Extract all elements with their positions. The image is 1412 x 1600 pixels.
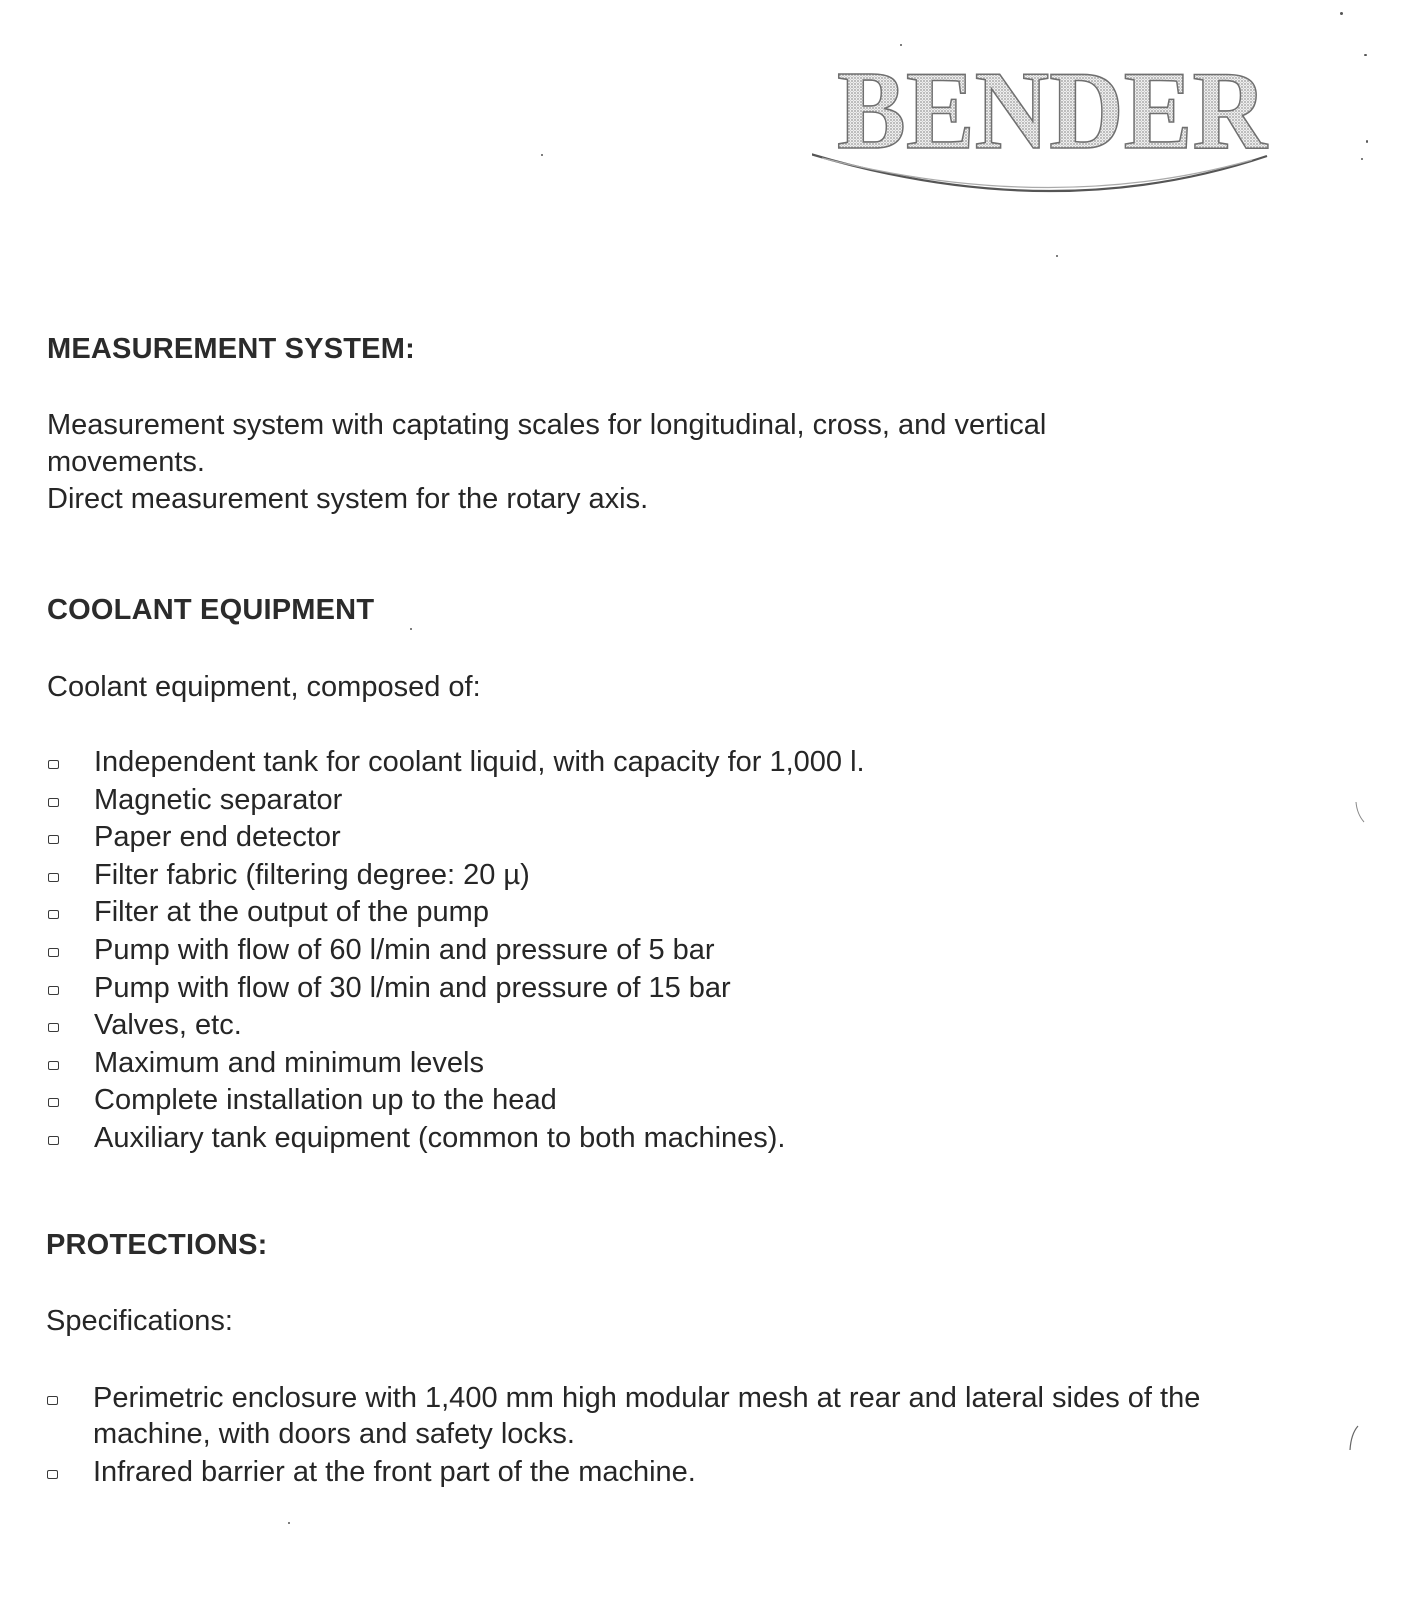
measurement-system-heading: MEASUREMENT SYSTEM: — [47, 333, 415, 365]
coolant-intro — [47, 669, 481, 706]
protections-heading: PROTECTIONS: — [46, 1229, 268, 1261]
list-item: Filter fabric (filtering degree: 20 µ) — [47, 857, 865, 895]
list-item: Pump with flow of 30 l/min and pressure of 15 bar — [47, 970, 865, 1008]
scan-speck — [410, 628, 412, 630]
list-item: Maximum and minimum levels — [47, 1045, 865, 1083]
scan-speck — [288, 1522, 290, 1524]
coolant-intro-text: Coolant equipment, composed of: — [47, 671, 481, 703]
checkbox-bullet-icon — [47, 1470, 58, 1479]
checkbox-bullet-icon — [48, 1061, 59, 1070]
list-item: Auxiliary tank equipment (common to both machines). — [47, 1120, 865, 1158]
checkbox-bullet-icon — [48, 1023, 59, 1032]
bender-logo — [812, 50, 1292, 220]
svg-text:BENDER: BENDER — [837, 50, 1269, 173]
checkbox-bullet-icon — [48, 1136, 59, 1145]
checkbox-bullet-icon — [48, 1098, 59, 1107]
scan-speck — [541, 154, 543, 156]
scan-speck — [1366, 140, 1368, 143]
protections-intro — [46, 1303, 233, 1340]
coolant-items-list — [47, 744, 865, 1158]
protections-items-list — [46, 1380, 1200, 1492]
list-item: Magnetic separator — [47, 782, 865, 820]
protections-intro-text: Specifications: — [46, 1305, 233, 1337]
coolant-equipment-heading: COOLANT EQUIPMENT — [47, 594, 375, 626]
list-item: Complete installation up to the head — [47, 1082, 865, 1120]
scan-speck — [1056, 255, 1058, 257]
scan-speck — [1364, 54, 1367, 56]
scan-mark — [1354, 800, 1366, 826]
list-item: Infrared barrier at the front part of the machine. — [46, 1454, 1200, 1490]
scan-speck — [900, 44, 902, 46]
list-item: Paper end detector — [47, 819, 865, 857]
checkbox-bullet-icon — [48, 910, 59, 919]
checkbox-bullet-icon — [48, 760, 59, 769]
checkbox-bullet-icon — [48, 986, 59, 995]
list-item: Valves, etc. — [47, 1007, 865, 1045]
measurement-line-3: Direct measurement system for the rotary axis. — [47, 483, 649, 515]
scan-mark — [1348, 1424, 1360, 1454]
checkbox-bullet-icon — [48, 873, 59, 882]
checkbox-bullet-icon — [48, 948, 59, 957]
measurement-line-2: movements. — [47, 446, 205, 478]
list-item: Independent tank for coolant liquid, with capacity for 1,000 l. — [47, 744, 865, 782]
checkbox-bullet-icon — [48, 798, 59, 807]
checkbox-bullet-icon — [47, 1396, 58, 1405]
list-item: Pump with flow of 60 l/min and pressure of 5 bar — [47, 932, 865, 970]
scan-speck — [1340, 12, 1343, 15]
measurement-line-1: Measurement system with captating scales for longitudinal, cross, and vertical — [47, 409, 1047, 441]
list-item: Filter at the output of the pump — [47, 894, 865, 932]
scan-speck — [1361, 158, 1363, 160]
list-item: Perimetric enclosure with 1,400 mm high modular mesh at rear and lateral sides of the machine, with doors and safety locks. — [46, 1380, 1200, 1452]
checkbox-bullet-icon — [48, 835, 59, 844]
measurement-system-description — [47, 407, 1046, 518]
